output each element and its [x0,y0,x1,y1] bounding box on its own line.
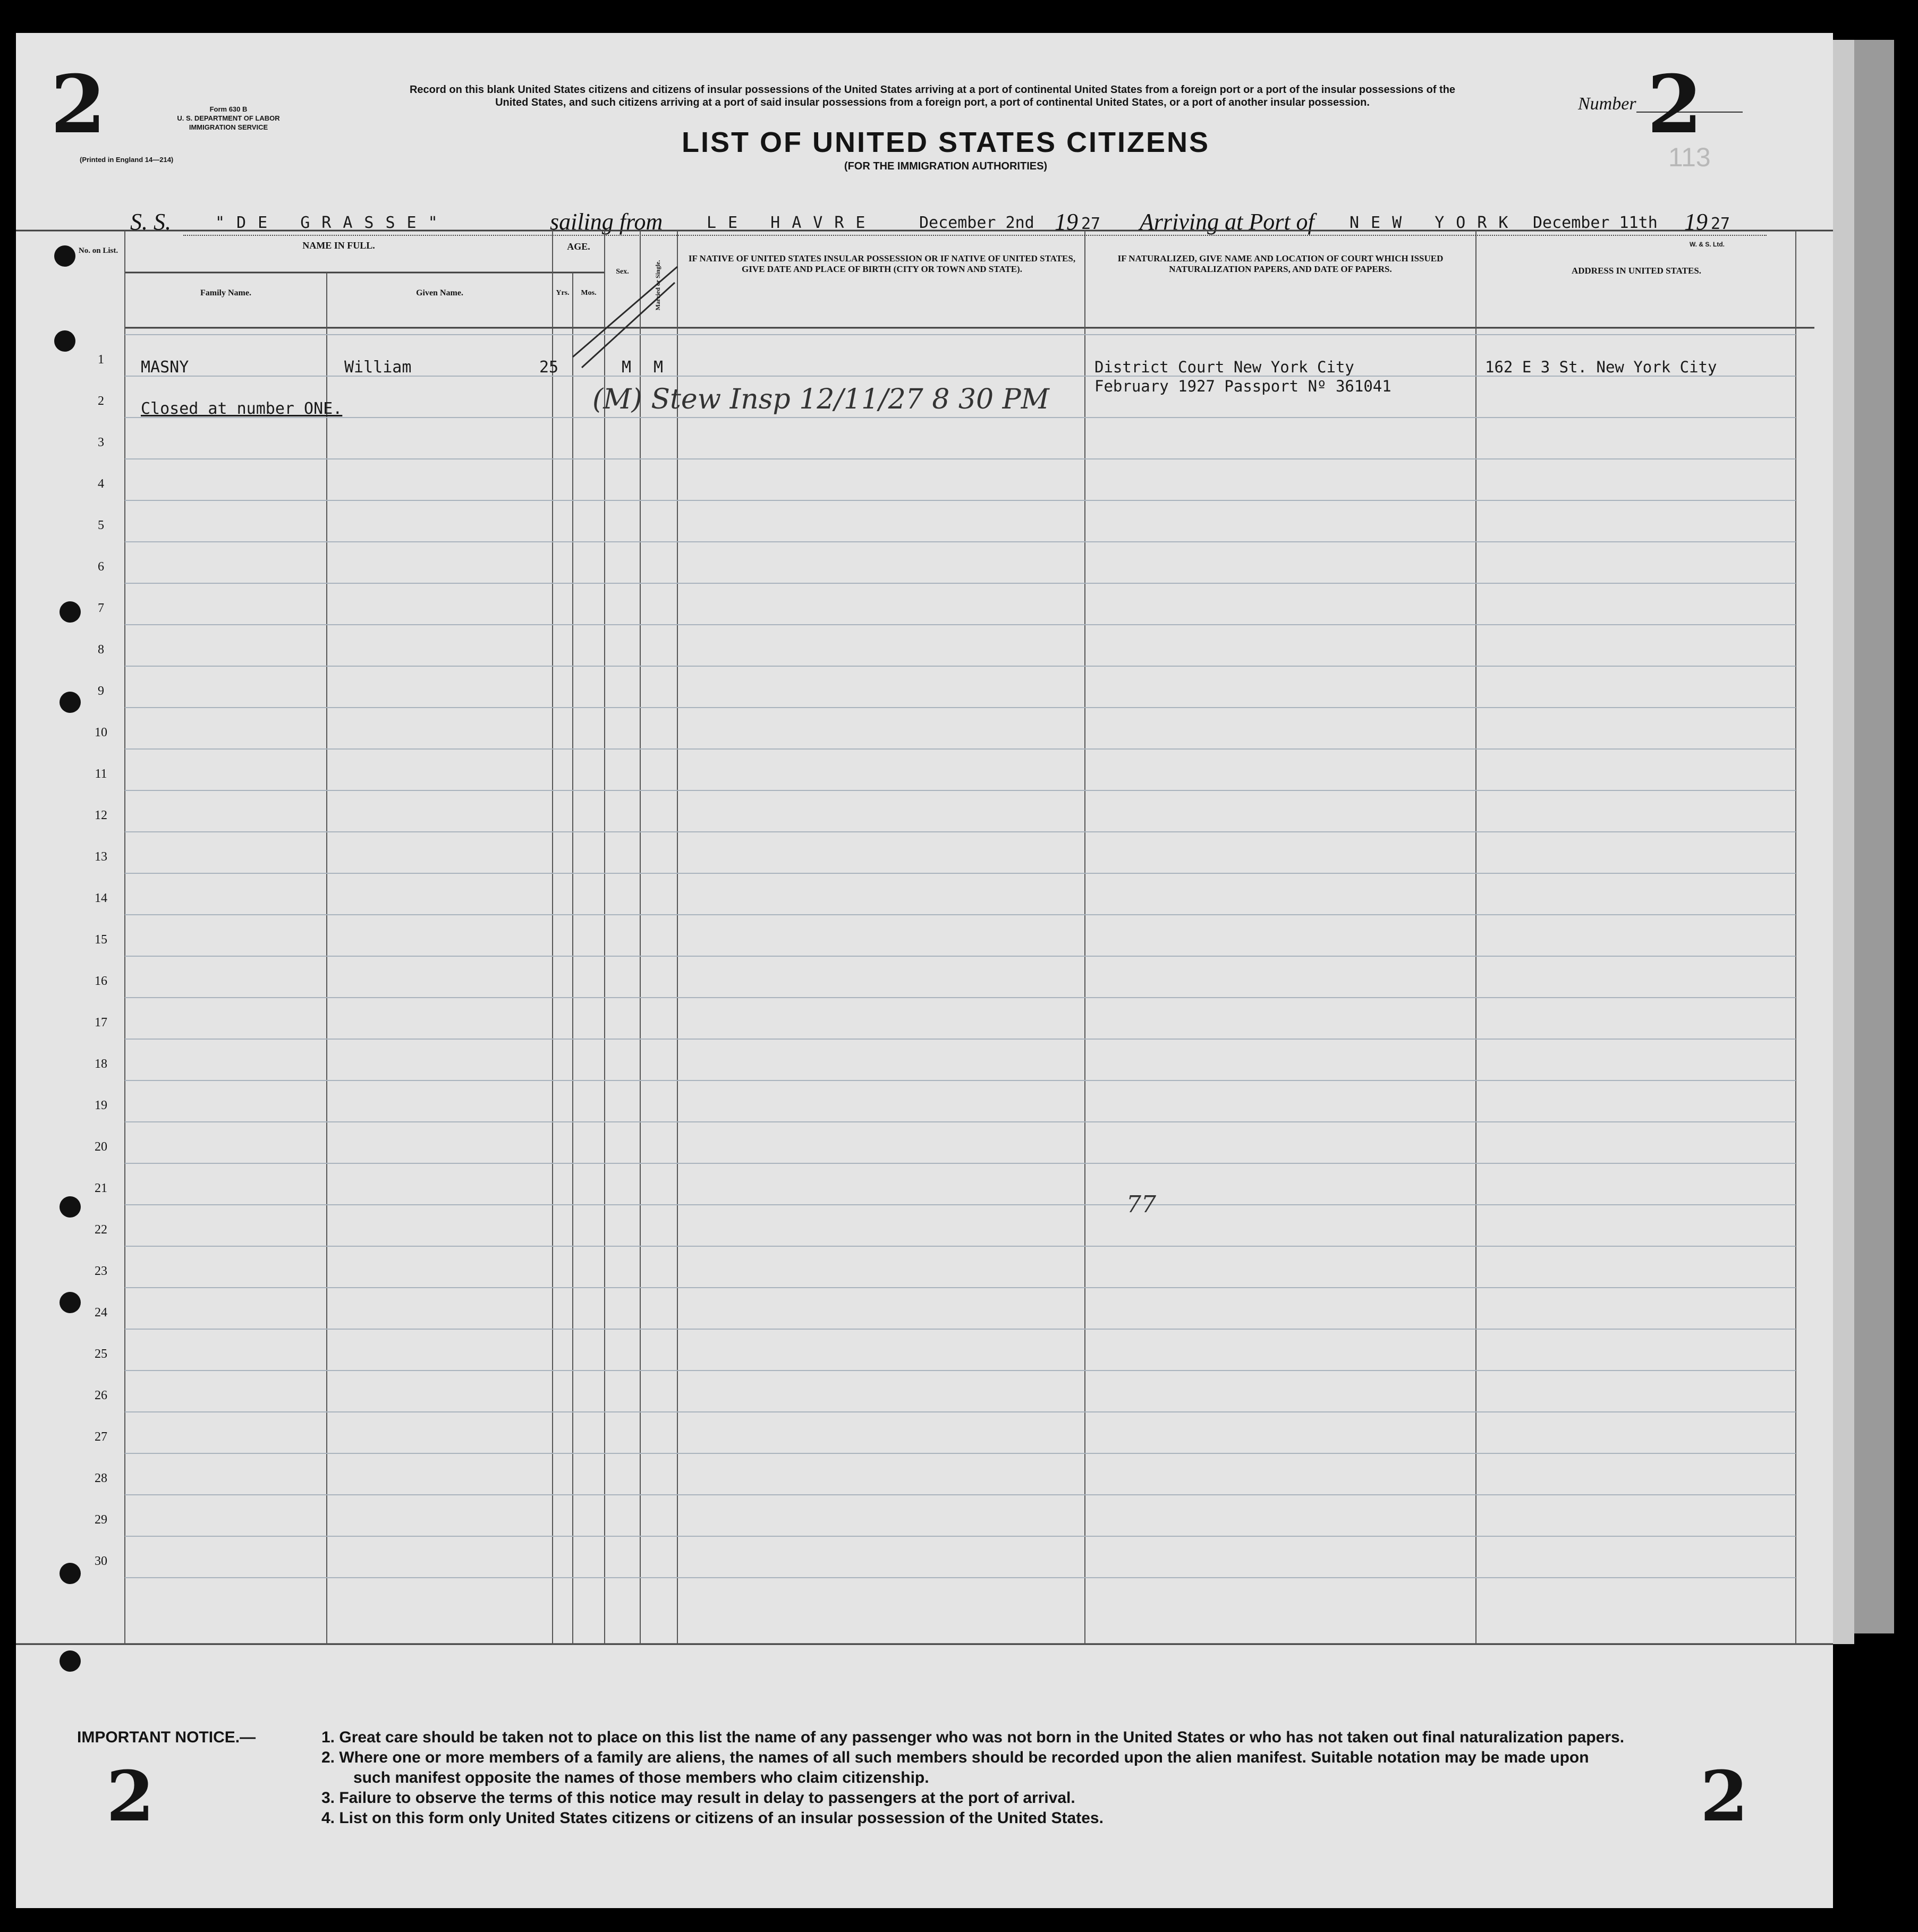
printer-mark: W. & S. Ltd. [1690,241,1725,248]
punch-hole [60,1292,81,1313]
row-number: 23 [95,1264,107,1278]
closed-note: Closed at number ONE. [141,399,343,418]
printed-note: (Printed in England 14—214) [80,156,174,164]
row-number: 27 [95,1430,107,1444]
notice-item: 2. Where one or more members of a family are aliens, the names of all such members should be recorded upon the alien manifest. Suitable notation may be made upon [321,1749,1589,1766]
corner-number-top-left: 2 [50,58,106,151]
row-number: 3 [98,436,104,449]
arriving-label: Arriving at Port of [1140,209,1314,235]
col-sex: Sex. [616,268,629,276]
stray-handwritten-mark: 77 [1126,1191,1156,1218]
depart-date: December 2nd [919,214,1034,232]
corner-number-bottom-right: 2 [1700,1756,1749,1837]
arrive-year-prefix: 19 [1684,209,1708,235]
entry-court-line2: February 1927 Passport Nº 361041 [1094,377,1391,395]
ship-name: "DE GRASSE" [215,214,449,232]
col-family-name: Family Name. [200,288,251,297]
punch-hole [60,1563,81,1584]
col-address: ADDRESS IN UNITED STATES. [1571,266,1702,276]
col-name-in-full: NAME IN FULL. [302,240,375,251]
header-instructions: Record on this blank United States citizens and citizens of insular possessions of the United States arriving at a port of continental United States from a foreign port or a port of the insular possessions of the United States, and such citizens arriving at a port of said insular possessions from a foreign port, a port of continental United States, or a port of another insular possession. [409,84,1456,108]
row-number: 7 [98,601,104,615]
row-number: 12 [95,808,107,822]
page-subtitle: (FOR THE IMMIGRATION AUTHORITIES) [844,160,1048,172]
row-number: 20 [95,1140,107,1154]
punch-hole [54,245,75,267]
col-age: AGE. [567,241,590,252]
to-port: NEW YORK [1350,214,1520,232]
entry-sex: M [622,358,632,377]
col-age-yrs: Yrs. [556,289,570,297]
col-native: IF NATIVE OF UNITED STATES INSULAR POSSESSION OR IF NATIVE OF UNITED STATES, GIVE DATE AND PLACE OF BIRTH (CITY OR TOWN AND STATE). [688,253,1076,274]
punch-hole [60,1650,81,1672]
depart-year: 27 [1081,215,1101,233]
row-number: 26 [95,1389,107,1402]
row-number: 24 [95,1306,107,1320]
row-number: 21 [95,1181,107,1195]
row-number: 6 [98,560,104,574]
ss-label: S. S. [130,209,171,235]
notice-item: 3. Failure to observe the terms of this notice may result in delay to passengers at the port of arrival. [321,1789,1075,1807]
entry-family-name: MASNY [141,358,189,377]
row-number: 2 [98,394,104,408]
row-number: 14 [95,891,107,905]
row-number: 5 [98,518,104,532]
entry-age: 25 [539,358,559,377]
depart-year-prefix: 19 [1055,209,1078,235]
manifest-sheet [16,33,1833,1908]
row-number: 18 [95,1057,107,1071]
notice-heading: IMPORTANT NOTICE.— [77,1729,256,1746]
from-port: LE HAVRE [707,214,877,232]
row-number: 8 [98,643,104,657]
col-naturalized: IF NATURALIZED, GIVE NAME AND LOCATION OF COURT WHICH ISSUED NATURALIZATION PAPERS, AND DATE OF PAPERS. [1117,253,1444,274]
page-edge-light [1833,40,1854,1644]
form-number: Form 630 B [209,105,248,113]
col-given-name: Given Name. [416,288,463,297]
row-number: 4 [98,477,104,491]
row-number: 30 [95,1554,107,1568]
table-grid [16,33,1833,1908]
handwritten-inspector-note: (M) Stew Insp 12/11/27 8 30 PM [592,384,1049,415]
sailing-label: sailing from [550,209,663,235]
notice-item-continuation: such manifest opposite the names of those members who claim citizenship. [353,1769,929,1786]
punch-hole [60,692,81,713]
row-number: 16 [95,974,107,988]
entry-marital: M [654,358,664,377]
punch-hole [60,601,81,623]
entry-court-line1: District Court New York City [1094,358,1354,376]
row-number: 22 [95,1223,107,1237]
entry-address: 162 E 3 St. New York City [1485,358,1717,376]
form-service: IMMIGRATION SERVICE [189,123,268,131]
notice-items [321,1727,1825,1828]
punch-hole [60,1196,81,1218]
number-stamp: 113 [1668,142,1711,172]
number-value: 2 [1647,58,1703,151]
page-title: LIST OF UNITED STATES CITIZENS [682,126,1210,158]
col-age-mos: Mos. [581,289,597,297]
row-number: 17 [95,1016,107,1029]
col-no: No. on List. [78,246,118,255]
notice-item: 4. List on this form only United States citizens or citizens of an insular possession of the United States. [321,1809,1104,1827]
arrive-year: 27 [1711,215,1730,233]
row-number: 25 [95,1347,107,1361]
row-number: 28 [95,1471,107,1485]
form-dept: U. S. DEPARTMENT OF LABOR [177,114,280,122]
corner-number-bottom-left: 2 [106,1756,155,1837]
row-number: 1 [98,353,104,367]
row-number: 10 [95,726,107,739]
row-number: 15 [95,933,107,947]
punch-hole [54,330,75,352]
notice-item: 1. Great care should be taken not to place on this list the name of any passenger who was not born in the United States or who has not taken out final naturalization papers. [321,1729,1625,1746]
number-label: Number [1578,94,1636,114]
row-number: 19 [95,1099,107,1112]
row-number: 11 [95,767,107,781]
row-number: 13 [95,850,107,864]
row-number: 29 [95,1513,107,1527]
row-number: 9 [98,684,104,698]
entry-given-name: William [344,358,412,377]
arrive-date: December 11th [1533,214,1658,232]
col-married: Married or Single. [654,260,661,311]
